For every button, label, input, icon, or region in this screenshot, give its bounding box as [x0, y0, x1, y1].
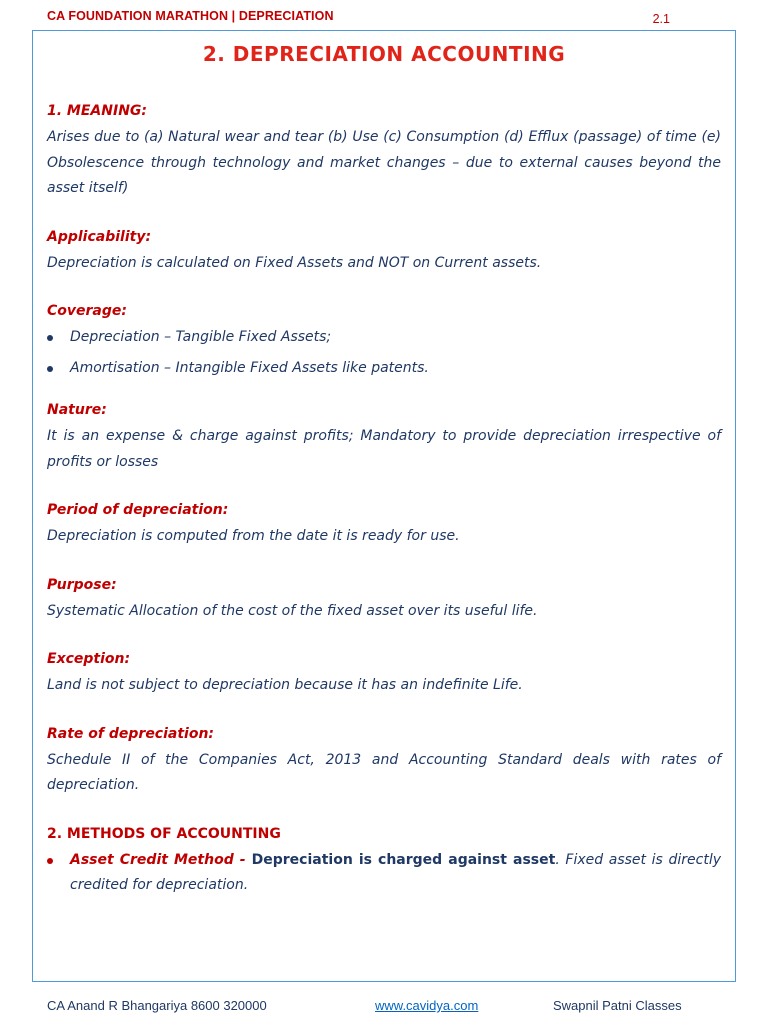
- page-title: 2. DEPRECIATION ACCOUNTING: [202, 42, 566, 66]
- bullet-icon: [47, 335, 53, 341]
- list-item: [47, 325, 721, 351]
- section-nature: [47, 399, 721, 475]
- period-text: Depreciation is computed from the date it is ready for use.: [47, 528, 460, 544]
- document-body: [47, 100, 721, 923]
- coverage-list: [47, 325, 721, 381]
- footer-institute: Swapnil Patni Classes: [553, 998, 682, 1013]
- page-number: 2.1: [652, 12, 670, 26]
- list-item: [47, 356, 721, 382]
- method-emphasis: Depreciation is charged against asset: [251, 851, 556, 868]
- section-purpose: [47, 574, 721, 625]
- section-methods: [47, 823, 721, 899]
- section-period: [47, 499, 721, 550]
- nature-heading: Nature:: [47, 402, 107, 418]
- methods-list: [47, 848, 721, 899]
- coverage-item-text: Depreciation – Tangible Fixed Assets;: [70, 329, 332, 345]
- coverage-item-text: Amortisation – Intangible Fixed Assets like patents.: [70, 359, 429, 376]
- section-coverage: [47, 300, 721, 381]
- list-item: [47, 848, 721, 899]
- section-meaning: [47, 100, 721, 202]
- rate-heading: Rate of depreciation:: [47, 725, 215, 742]
- coverage-heading: Coverage:: [47, 303, 127, 319]
- period-heading: Period of depreciation:: [47, 502, 229, 518]
- method-description: . Fixed asset is directly credited for depreciation.: [70, 851, 721, 893]
- nature-text: It is an expense & charge against profits; Mandatory to provide depreciation irrespective of profits or losses: [47, 428, 721, 470]
- meaning-text: Arises due to (a) Natural wear and tear (b) Use (c) Consumption (d) Efflux (passage) of time (e) Obsolescence through technology and market changes – due to external causes beyond the asset itself): [47, 129, 721, 196]
- method-separator: -: [233, 851, 252, 868]
- footer-website-link[interactable]: www.cavidya.com: [375, 998, 479, 1013]
- exception-heading: Exception:: [47, 651, 131, 667]
- purpose-heading: Purpose:: [47, 576, 117, 593]
- methods-heading: 2. METHODS OF ACCOUNTING: [47, 825, 281, 842]
- applicability-text: Depreciation is calculated on Fixed Assets and NOT on Current assets.: [47, 254, 542, 271]
- exception-text: Land is not subject to depreciation because it has an indefinite Life.: [47, 677, 523, 693]
- rate-text: Schedule II of the Companies Act, 2013 and Accounting Standard deals with rates of depreciation.: [47, 751, 721, 793]
- footer-author: CA Anand R Bhangariya 8600 320000: [47, 998, 267, 1013]
- meaning-heading: 1. MEANING:: [47, 103, 147, 119]
- bullet-icon: [47, 858, 53, 864]
- section-exception: [47, 648, 721, 699]
- section-rate: [47, 723, 721, 799]
- applicability-heading: Applicability:: [47, 228, 152, 245]
- purpose-text: Systematic Allocation of the cost of the fixed asset over its useful life.: [47, 602, 538, 619]
- bullet-icon: [47, 366, 53, 372]
- header-title: CA FOUNDATION MARATHON | DEPRECIATION: [47, 9, 334, 23]
- method-name: Asset Credit Method: [70, 851, 234, 868]
- section-applicability: [47, 226, 721, 277]
